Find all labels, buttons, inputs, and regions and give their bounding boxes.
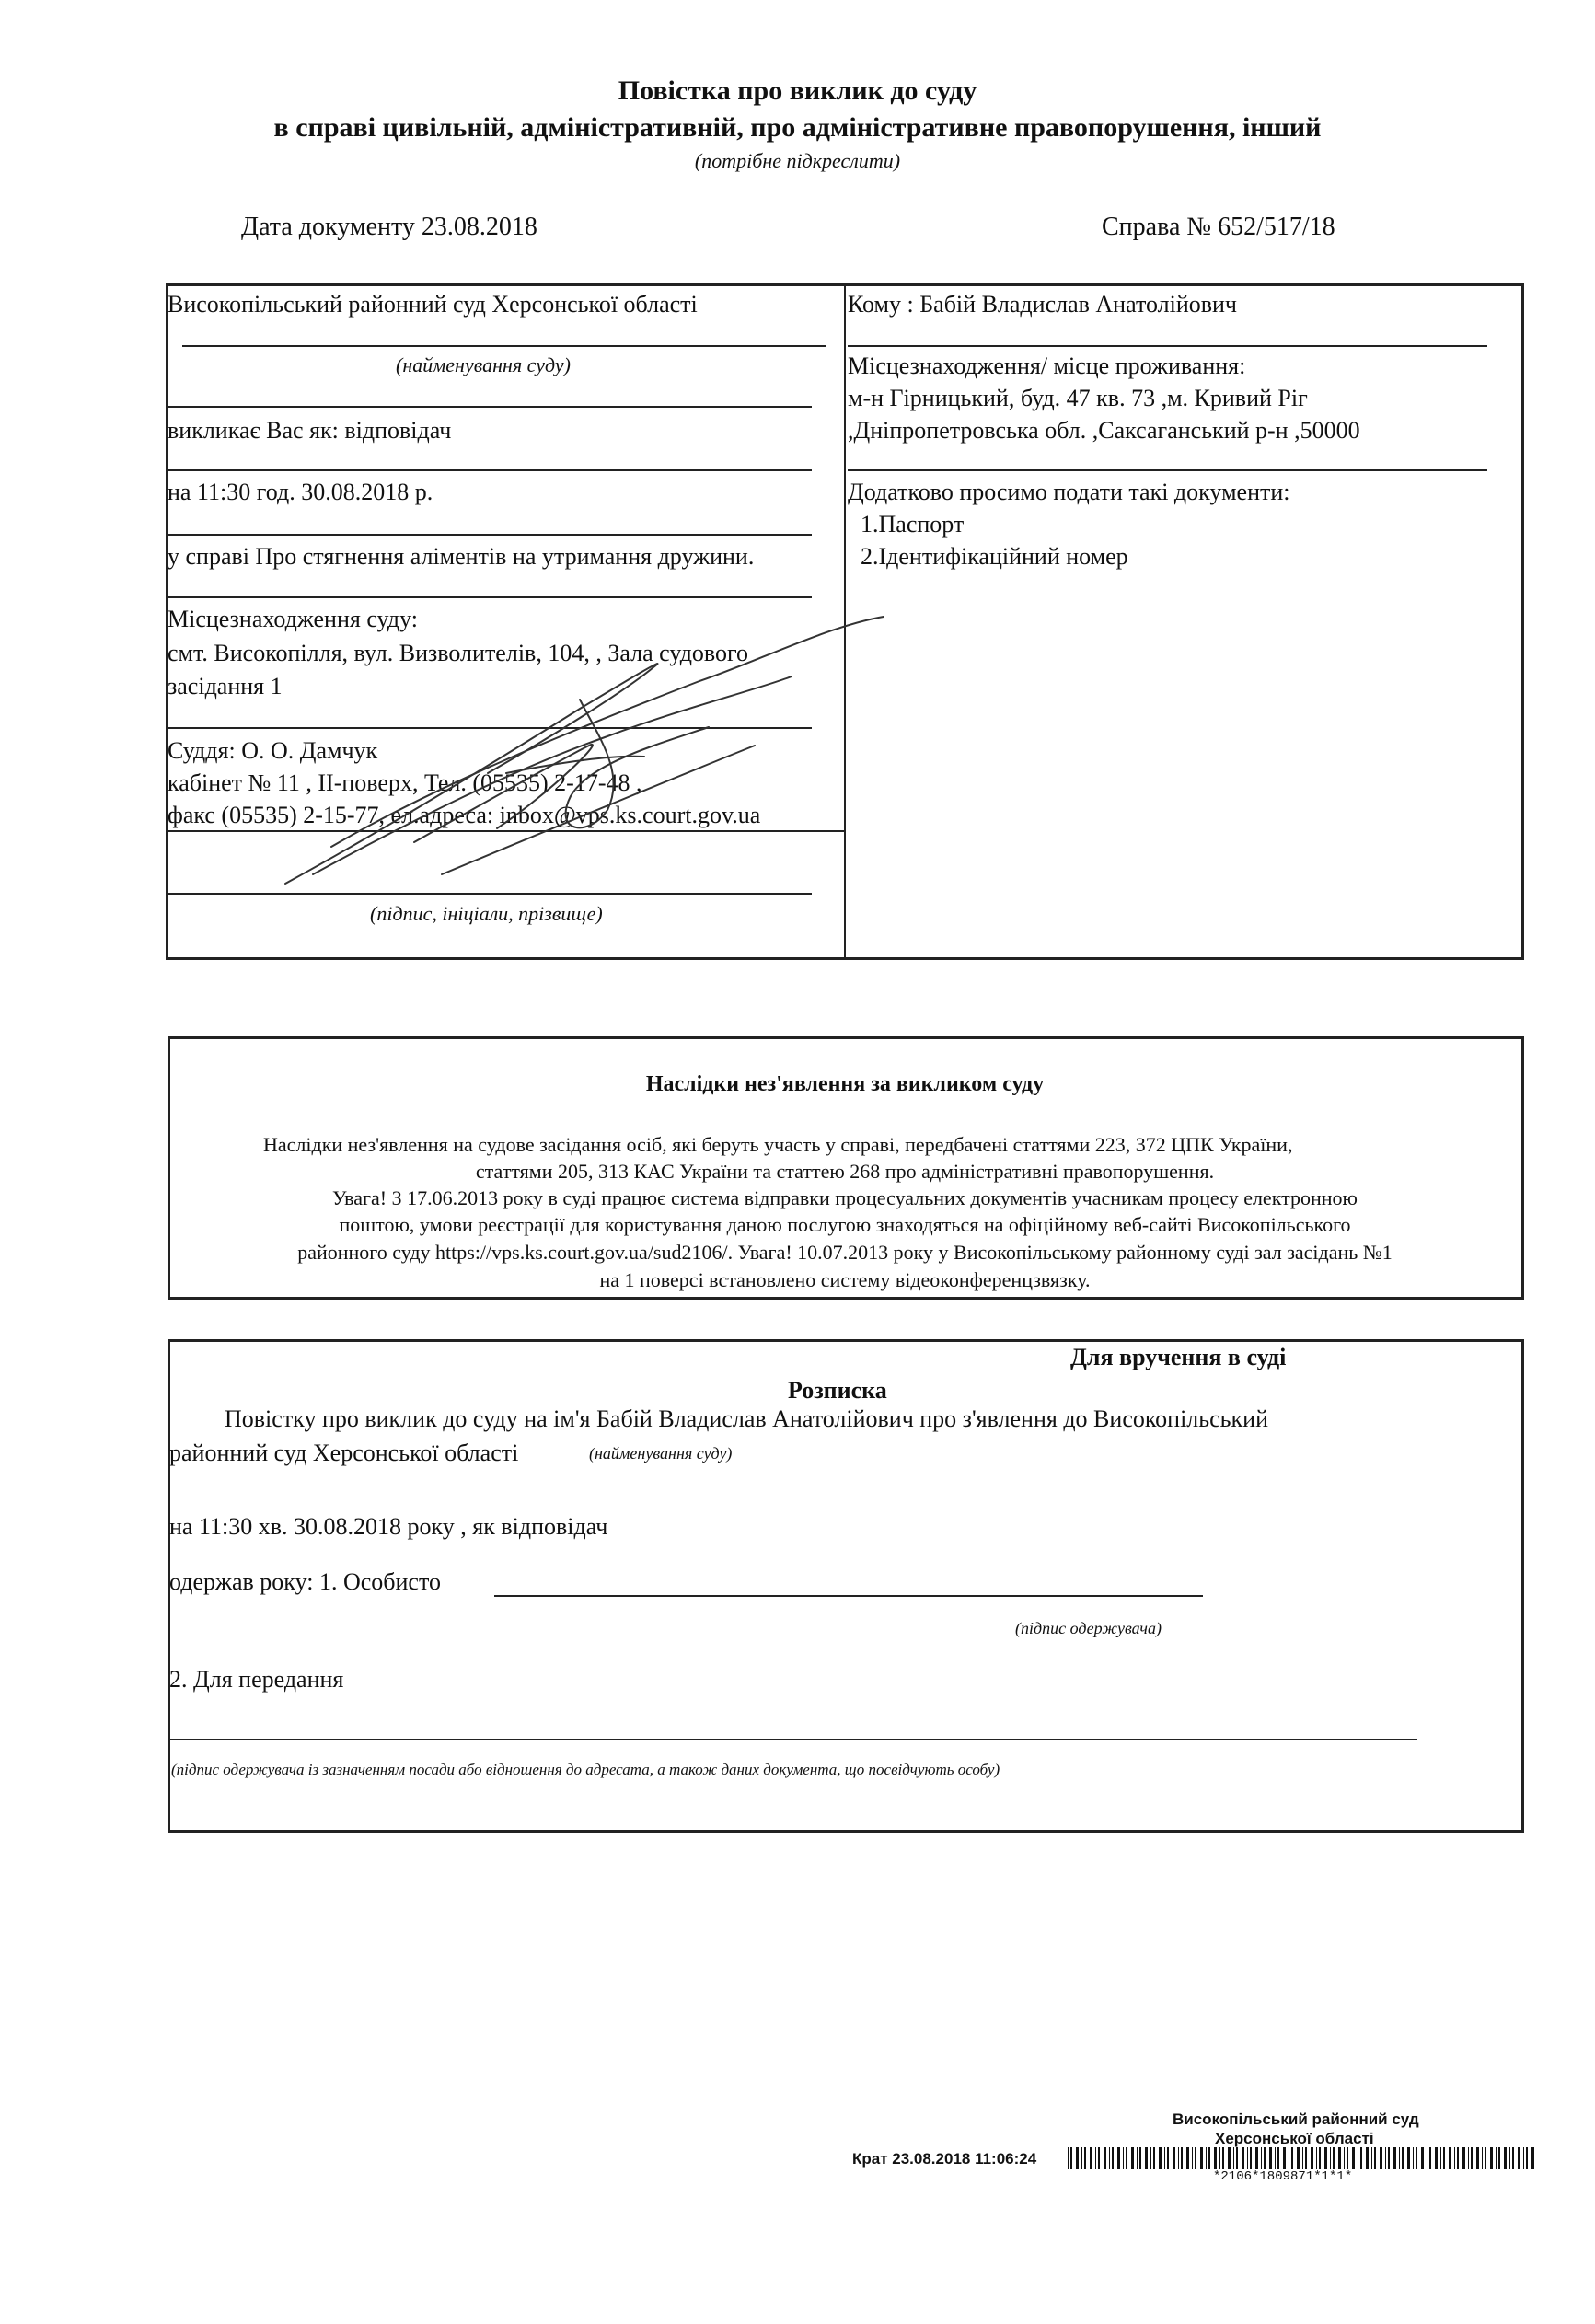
court-name: Високопільський районний суд Херсонської області (168, 291, 698, 318)
barcode-bar (1104, 2147, 1106, 2169)
barcode-bar (1181, 2147, 1183, 2169)
court-location-address: смт. Високопілля, вул. Визволителів, 104, , Зала судового (168, 640, 749, 666)
barcode-bar (1081, 2147, 1082, 2169)
barcode-bar (1137, 2147, 1138, 2169)
barcode-bar (1117, 2147, 1120, 2169)
barcode-bar (1471, 2147, 1473, 2169)
barcode-bar (1504, 2147, 1507, 2169)
judge-name: Суддя: О. О. Дамчук (168, 737, 378, 764)
barcode-bar (1496, 2147, 1497, 2169)
barcode-bar (1236, 2147, 1238, 2169)
barcode-bar (1485, 2147, 1486, 2169)
barcode-bar (1167, 2147, 1169, 2169)
case-number: Справа № 652/517/18 (1102, 213, 1335, 241)
recipient-address-line1: м-н Гірницький, буд. 47 кв. 73 ,м. Кривий Ріг (848, 385, 1308, 411)
recipient-address-label: Місцезнаходження/ місце проживання: (848, 353, 1246, 379)
transfer-signature-hint: (підпис одержувача із зазначенням посади або відношення до адресата, а також даних документа, що посвідчують особу) (171, 1761, 1000, 1778)
barcode-bar (1275, 2147, 1276, 2169)
barcode-bar (1482, 2147, 1483, 2169)
consequences-text: на 1 поверсі встановлено систему відеоконференцзвязку. (599, 1268, 1091, 1291)
barcode-bar (1206, 2147, 1207, 2169)
barcode-bar (1269, 2147, 1272, 2169)
barcode-bar (1109, 2147, 1110, 2169)
barcode-bar (1440, 2147, 1441, 2169)
court-location-room: засідання 1 (168, 673, 283, 700)
barcode-bar (1338, 2147, 1341, 2169)
barcode-bar (1126, 2147, 1127, 2169)
extra-documents-label: Додатково просимо подати такі документи: (848, 479, 1290, 505)
barcode-text: *2106*1809871*1*1* (1213, 2169, 1353, 2184)
receipt-title: Розписка (788, 1377, 887, 1404)
underline (168, 534, 812, 536)
barcode-bar (1523, 2147, 1524, 2169)
barcode-bar (1407, 2147, 1410, 2169)
consequences-text: Увага! З 17.06.2013 року в суді працює система відправки процесуальних документів учасникам процесу електронною (332, 1186, 1358, 1209)
underline (848, 345, 1487, 347)
handwritten-signature (276, 598, 902, 902)
underline (182, 345, 826, 347)
barcode-bar (1366, 2147, 1369, 2169)
underline (848, 469, 1487, 471)
barcode-bar (1098, 2147, 1100, 2169)
barcode-bar (1429, 2147, 1431, 2169)
signature-line (494, 1595, 1203, 1597)
barcode-bar (1457, 2147, 1459, 2169)
judge-office: кабінет № 11 , ІІ-поверх, Тел. (05535) 2-17-48 , (168, 769, 642, 796)
barcode-bar (1255, 2147, 1258, 2169)
barcode-bar (1526, 2147, 1528, 2169)
barcode-bar (1112, 2147, 1114, 2169)
barcode (1068, 2147, 1537, 2171)
barcode-bar (1131, 2147, 1134, 2169)
recipient-name: Кому : Бабій Владислав Анатолійович (848, 291, 1238, 318)
barcode-bar (1330, 2147, 1331, 2169)
barcode-bar (1352, 2147, 1355, 2169)
barcode-bar (1219, 2147, 1220, 2169)
consequences-text: районного суду https://vps.ks.court.gov.ua/sud2106/. Увага! 10.07.2013 року у Високопільському районному суді зал засідань №1 (297, 1241, 1393, 1264)
barcode-bar (1208, 2147, 1210, 2169)
receipt-court-hint: (найменування суду) (589, 1444, 733, 1463)
barcode-bar (1228, 2147, 1231, 2169)
consequences-text: Наслідки нез'явлення на судове засідання осіб, які беруть участь у справі, передбачені статтями 223, 372 ЦПК України, (263, 1133, 1293, 1156)
barcode-bar (1531, 2147, 1534, 2169)
barcode-bar (1324, 2147, 1327, 2169)
barcode-bar (1178, 2147, 1179, 2169)
barcode-bar (1449, 2147, 1451, 2169)
barcode-bar (1068, 2147, 1069, 2169)
court-location-label: Місцезнаходження суду: (168, 606, 418, 632)
barcode-bar (1153, 2147, 1155, 2169)
barcode-bar (1413, 2147, 1414, 2169)
barcode-bar (1347, 2147, 1348, 2169)
barcode-bar (1277, 2147, 1279, 2169)
barcode-bar (1214, 2147, 1217, 2169)
barcode-bar (1261, 2147, 1262, 2169)
receipt-court-name: районний суд Херсонської області (169, 1439, 519, 1466)
barcode-bar (1316, 2147, 1317, 2169)
recipient-address-line2: ,Дніпропетровська обл. ,Саксаганський р-н ,50000 (848, 417, 1360, 444)
stamp-court-region: Херсонської області (1215, 2130, 1374, 2147)
barcode-bar (1264, 2147, 1266, 2169)
case-subject: у справі Про стягнення аліментів на утримання дружини. (168, 543, 755, 570)
receipt-received: одержав року: 1. Особисто (169, 1568, 441, 1595)
document-subtitle: в справі цивільній, адміністративній, про адміністративне правопорушення, інший (273, 112, 1322, 143)
barcode-bar (1297, 2147, 1300, 2169)
barcode-bar (1518, 2147, 1520, 2169)
barcode-bar (1462, 2147, 1465, 2169)
signature-line (169, 1739, 1417, 1740)
document-date: Дата документу 23.08.2018 (241, 213, 537, 241)
extra-document-item: 1.Паспорт (861, 511, 965, 538)
court-name-hint: (найменування суду) (396, 353, 571, 376)
barcode-bar (1416, 2147, 1417, 2169)
barcode-bar (1090, 2147, 1092, 2169)
barcode-bar (1139, 2147, 1141, 2169)
stamp-court-name: Високопільський районний суд (1173, 2110, 1419, 2128)
extra-document-item: 2.Ідентифікаційний номер (861, 543, 1128, 570)
hearing-time: на 11:30 год. 30.08.2018 р. (168, 479, 433, 505)
barcode-bar (1399, 2147, 1400, 2169)
title-hint: (потрібне підкреслити) (694, 149, 901, 172)
barcode-bar (1498, 2147, 1500, 2169)
barcode-bar (1095, 2147, 1096, 2169)
barcode-bar (1435, 2147, 1438, 2169)
receiver-signature-hint: (підпис одержувача) (1015, 1619, 1162, 1637)
barcode-bar (1311, 2147, 1313, 2169)
barcode-bar (1393, 2147, 1396, 2169)
receipt-text: Повістку про виклик до суду на ім'я Бабій Владислав Анатолійович про з'явлення до Високопільський (225, 1405, 1268, 1432)
barcode-bar (1385, 2147, 1386, 2169)
barcode-bar (1512, 2147, 1514, 2169)
barcode-bar (1454, 2147, 1455, 2169)
consequences-title: Наслідки нез'явлення за викликом суду (645, 1072, 1045, 1096)
underline (168, 406, 812, 408)
barcode-bar (1333, 2147, 1335, 2169)
barcode-bar (1070, 2147, 1072, 2169)
barcode-bar (1145, 2147, 1148, 2169)
barcode-bar (1222, 2147, 1224, 2169)
barcode-bar (1233, 2147, 1234, 2169)
barcode-bar (1247, 2147, 1248, 2169)
barcode-bar (1195, 2147, 1196, 2169)
barcode-bar (1476, 2147, 1479, 2169)
barcode-bar (1360, 2147, 1362, 2169)
barcode-bar (1443, 2147, 1445, 2169)
receipt-time: на 11:30 хв. 30.08.2018 року , як відповідач (169, 1513, 608, 1540)
barcode-bar (1374, 2147, 1376, 2169)
summons-role: викликає Вас як: відповідач (168, 417, 452, 444)
barcode-bar (1509, 2147, 1510, 2169)
barcode-bar (1150, 2147, 1151, 2169)
receipt-transfer: 2. Для передання (169, 1666, 344, 1693)
barcode-bar (1302, 2147, 1303, 2169)
registration-timestamp: Крат 23.08.2018 11:06:24 (852, 2150, 1037, 2168)
barcode-bar (1421, 2147, 1424, 2169)
consequences-text: статтями 205, 313 КАС України та статтею 268 про адміністративні правопорушення. (475, 1160, 1215, 1183)
barcode-bar (1159, 2147, 1162, 2169)
signature-hint: (підпис, ініціали, прізвище) (370, 902, 603, 925)
barcode-bar (1402, 2147, 1404, 2169)
consequences-text: поштою, умови реєстрації для користування даною послугою знаходяться на офіційному веб-сайті Високопільського (339, 1213, 1351, 1236)
barcode-bar (1076, 2147, 1079, 2169)
barcode-bar (1305, 2147, 1307, 2169)
barcode-bar (1164, 2147, 1165, 2169)
document-title: Повістка про виклик до суду (618, 75, 977, 106)
barcode-bar (1173, 2147, 1175, 2169)
barcode-bar (1468, 2147, 1469, 2169)
barcode-bar (1319, 2147, 1321, 2169)
barcode-bar (1084, 2147, 1086, 2169)
for-delivery-label: Для вручення в суді (1070, 1344, 1287, 1370)
barcode-bar (1371, 2147, 1372, 2169)
barcode-bar (1283, 2147, 1286, 2169)
barcode-bar (1490, 2147, 1493, 2169)
barcode-bar (1380, 2147, 1382, 2169)
barcode-bar (1250, 2147, 1252, 2169)
barcode-bar (1200, 2147, 1203, 2169)
barcode-bar (1344, 2147, 1345, 2169)
barcode-bar (1242, 2147, 1244, 2169)
barcode-bar (1186, 2147, 1189, 2169)
barcode-bar (1388, 2147, 1390, 2169)
court-fax-email: факс (05535) 2-15-77, ел.адреса: inbox@vps.ks.court.gov.ua (168, 802, 761, 828)
barcode-bar (1192, 2147, 1193, 2169)
barcode-bar (1291, 2147, 1293, 2169)
barcode-bar (1123, 2147, 1124, 2169)
underline (168, 469, 812, 471)
